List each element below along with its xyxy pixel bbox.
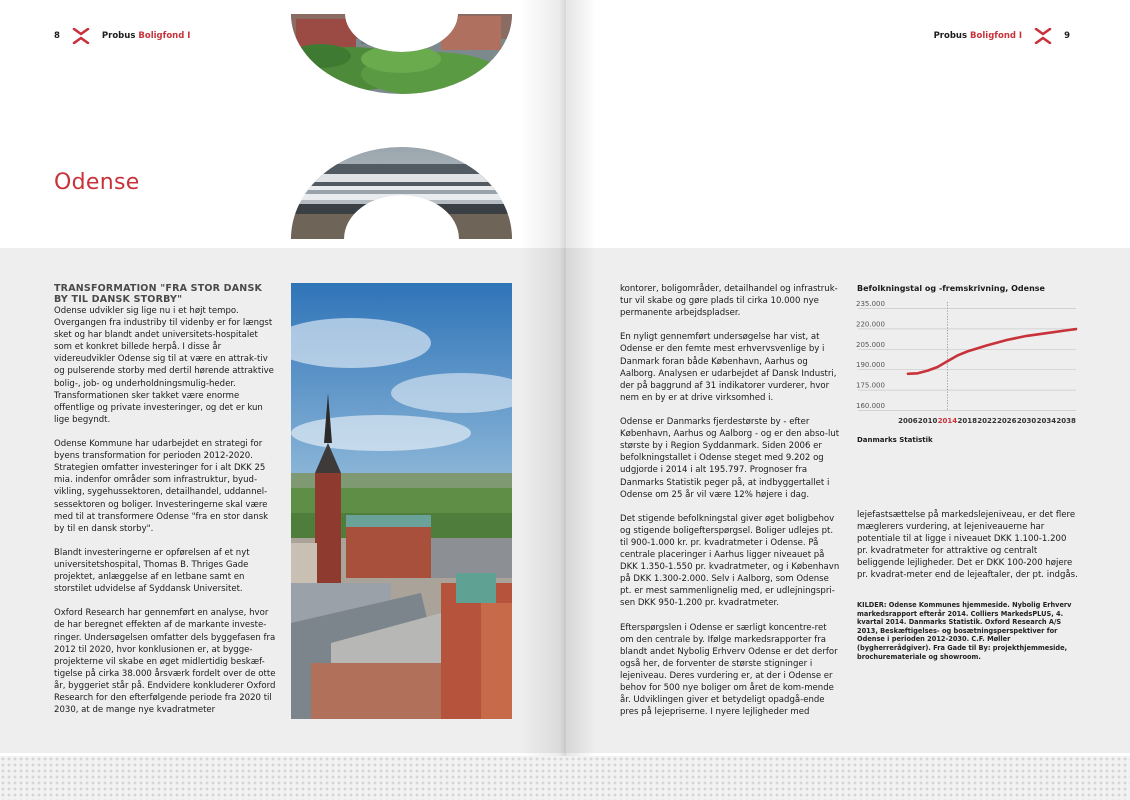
y-tick-label: 175.000	[856, 381, 885, 390]
paragraph: Oxford Research har gennemført en analyse, hvor de har beregnet effekten af de markante investe-ringer. Undersøgelsen omfatter dels byggefasen fra 2012 til 2020, hvor konklusionen er, at bygge-projekterne vil skabe en øget midlertidig beskæf-tigelse på cirka 38.000 årsværk fordelt over de otte år, byggeriet står på. Endvidere konkluderer Oxford Research for den efterfølgende periode fra 2020 til 2030, at de mange nye kvadratmeter	[54, 608, 276, 716]
header-left	[54, 28, 190, 44]
dot-pattern-footer	[0, 756, 1130, 800]
x-tick-label: 2018	[957, 417, 977, 425]
page-title: Odense	[54, 170, 140, 195]
y-tick-label: 160.000	[856, 402, 885, 410]
chart-source: Danmarks Statistik	[857, 436, 933, 444]
paragraph: Det stigende befolkningstal giver øget boligbehov og stigende boligefterspørgsel. Boliger udlejes pt. til 900-1.000 kr. pr. kvadratmeter i Odense. På centrale placeringer i Aarhus ligger niveauet på DKK 1.350-1.550 pr. kvadratmeter, og i København på DKK 1.300-2.000. Selv i Aalborg, som Odense pt. er mest sammenlignelig med, er udlejningspri-sen DKK 950-1.200 pr. kvadratmeter.	[620, 513, 840, 609]
brand-name: Probus	[933, 31, 968, 41]
paragraph: lejefastsættelse på markedslejeniveau, er det flere mæglerers vurdering, at lejeniveauerne har potentiale til at ligge i niveauet DKK 1.100-1.200 pr. kvadratmeter for attraktive og centralt beliggende lejligheder. Det er DKK 100-200 højere pr. kvadrat-meter end de lejeaftaler, der pt. indgås.	[857, 510, 1078, 581]
y-tick-label: 220.000	[856, 320, 885, 329]
probus-logo-icon	[72, 28, 90, 44]
chart-title: Befolkningstal og -fremskrivning, Odense	[857, 284, 1045, 293]
x-tick-label: 2034	[1036, 417, 1057, 425]
paragraph: Blandt investeringerne er opførelsen af et nyt universitetshospital, Thomas B. Thriges Gade projektet, anlæggelse af en letbane samt en storstilet udvidelse af Syddansk Universitet.	[54, 547, 250, 595]
gutter-shadow	[520, 0, 566, 800]
page-number-left: 8	[54, 31, 60, 41]
x-tick-label: 2030	[1016, 417, 1037, 425]
paragraph: Efterspørgslen i Odense er særligt koncentre-ret om den centrale by. Ifølge markedsrapporter fra blandt andet Nybolig Erhverv Odense er det derfor også her, de forventer de største stigninger i lejeniveau. Deres vurdering er, at der i Odense er behov for 500 nye boliger om året de kom-mende år. Udviklingen giver et betydeligt opadgå-ende pres på lejepriserne. I nyere lejligheder med	[620, 622, 838, 718]
paragraph: Odense udvikler sig lige nu i et højt tempo. Overgangen fra industriby til videnby er for længst sket og har blandt andet universitets-hospitalet som et konkret billede herpå. I disse år videreudvikler Odense sig til at være en attrak-tiv og pulserende storby med dertil hørende attraktive bolig-, job- og underholdningsmulig-heder. Transformationen sker takket være enorme offentlige og private investeringer, og det er kun lige begyndt.	[54, 306, 274, 425]
paragraph: Odense er Danmarks fjerdestørste by - efter København, Aarhus og Aalborg - og er den abso-lut største by i Region Syddanmark. Siden 2006 er befolkningstallet i Odense steget med 9.202 og udgjorde i 2014 i alt 195.797. Prognoser fra Danmarks Statistik peger på, at indbyggertallet i Odense om 25 år vil være 12% højere i dag.	[620, 417, 840, 500]
y-tick-label: 235.000	[856, 300, 885, 308]
population-series-line	[908, 329, 1076, 374]
header-right	[934, 28, 1070, 44]
brand-fund-name: Boligfond I	[970, 31, 1023, 41]
page-number-right: 9	[1064, 31, 1070, 41]
y-tick-label: 205.000	[856, 340, 885, 349]
x-tick-label: 2014	[937, 417, 958, 425]
gutter-shadow-right	[566, 0, 596, 800]
paragraph: Odense Kommune har udarbejdet en strategi for byens transformation for perioden 2012-2020. Strategien omfatter investeringer for i alt DKK 25 mia. indenfor områder som infrastruktur, byud-vikling, sygehussektoren, detailhandel, uddannel-sessektoren og boliger. Investeringerne skal være med til at transformere Odense "fra en stor dansk by til en dansk storby".	[54, 439, 269, 534]
x-tick-label: 2010	[917, 417, 938, 425]
x-tick-label: 2038	[1056, 417, 1076, 425]
paragraph: En nyligt gennemført undersøgelse har vist, at Odense er den femte mest erhvervsvenlige by i Danmark foran både København, Aarhus og Aalborg. Analysen er udarbejdet af Dansk Industri, der på baggrund af 31 indikatorer vurderer, hvor nem en by er at drive virksomhed i.	[620, 332, 837, 403]
train-station-photo	[291, 147, 512, 239]
section-heading: TRANSFORMATION "FRA STOR DANSK BY TIL DANSK STORBY"	[54, 283, 263, 305]
probus-logo-icon	[1034, 28, 1052, 44]
trees-and-buildings-photo	[291, 14, 512, 96]
population-chart	[850, 298, 1085, 433]
x-tick-label: 2026	[997, 417, 1017, 425]
right-text-column	[857, 509, 1079, 594]
x-tick-label: 2006	[898, 417, 918, 425]
left-text-column	[54, 283, 276, 728]
brand-name: Probus	[101, 31, 136, 41]
middle-text-column	[620, 283, 840, 730]
y-tick-label: 190.000	[856, 361, 885, 370]
odense-city-photo	[291, 283, 512, 719]
arch-photo-collage	[291, 14, 512, 239]
sources-note: KILDER: Odense Kommunes hjemmeside. Nybolig Erhverv markedsrapport efterår 2014. Colliers MarkedsPLUS, 4. kvartal 2014. Danmarks Statistik. Oxford Research A/S 2013, Beskæftigelses- og bosætningsperspektiver for Odense i perioden 2012-2030. C.F. Møller (bygherrerådgiver). Fra Gade til By: projekthjemmeside, brochurematerialе og showroom.	[857, 601, 1072, 661]
brand-fund-name: Boligfond I	[138, 31, 191, 41]
x-tick-label: 2022	[977, 417, 997, 425]
paragraph: kontorer, boligområder, detailhandel og infrastruk-tur vil skabe og gøre plads til cirka 10.000 nye permanente arbejdspladser.	[620, 284, 838, 319]
